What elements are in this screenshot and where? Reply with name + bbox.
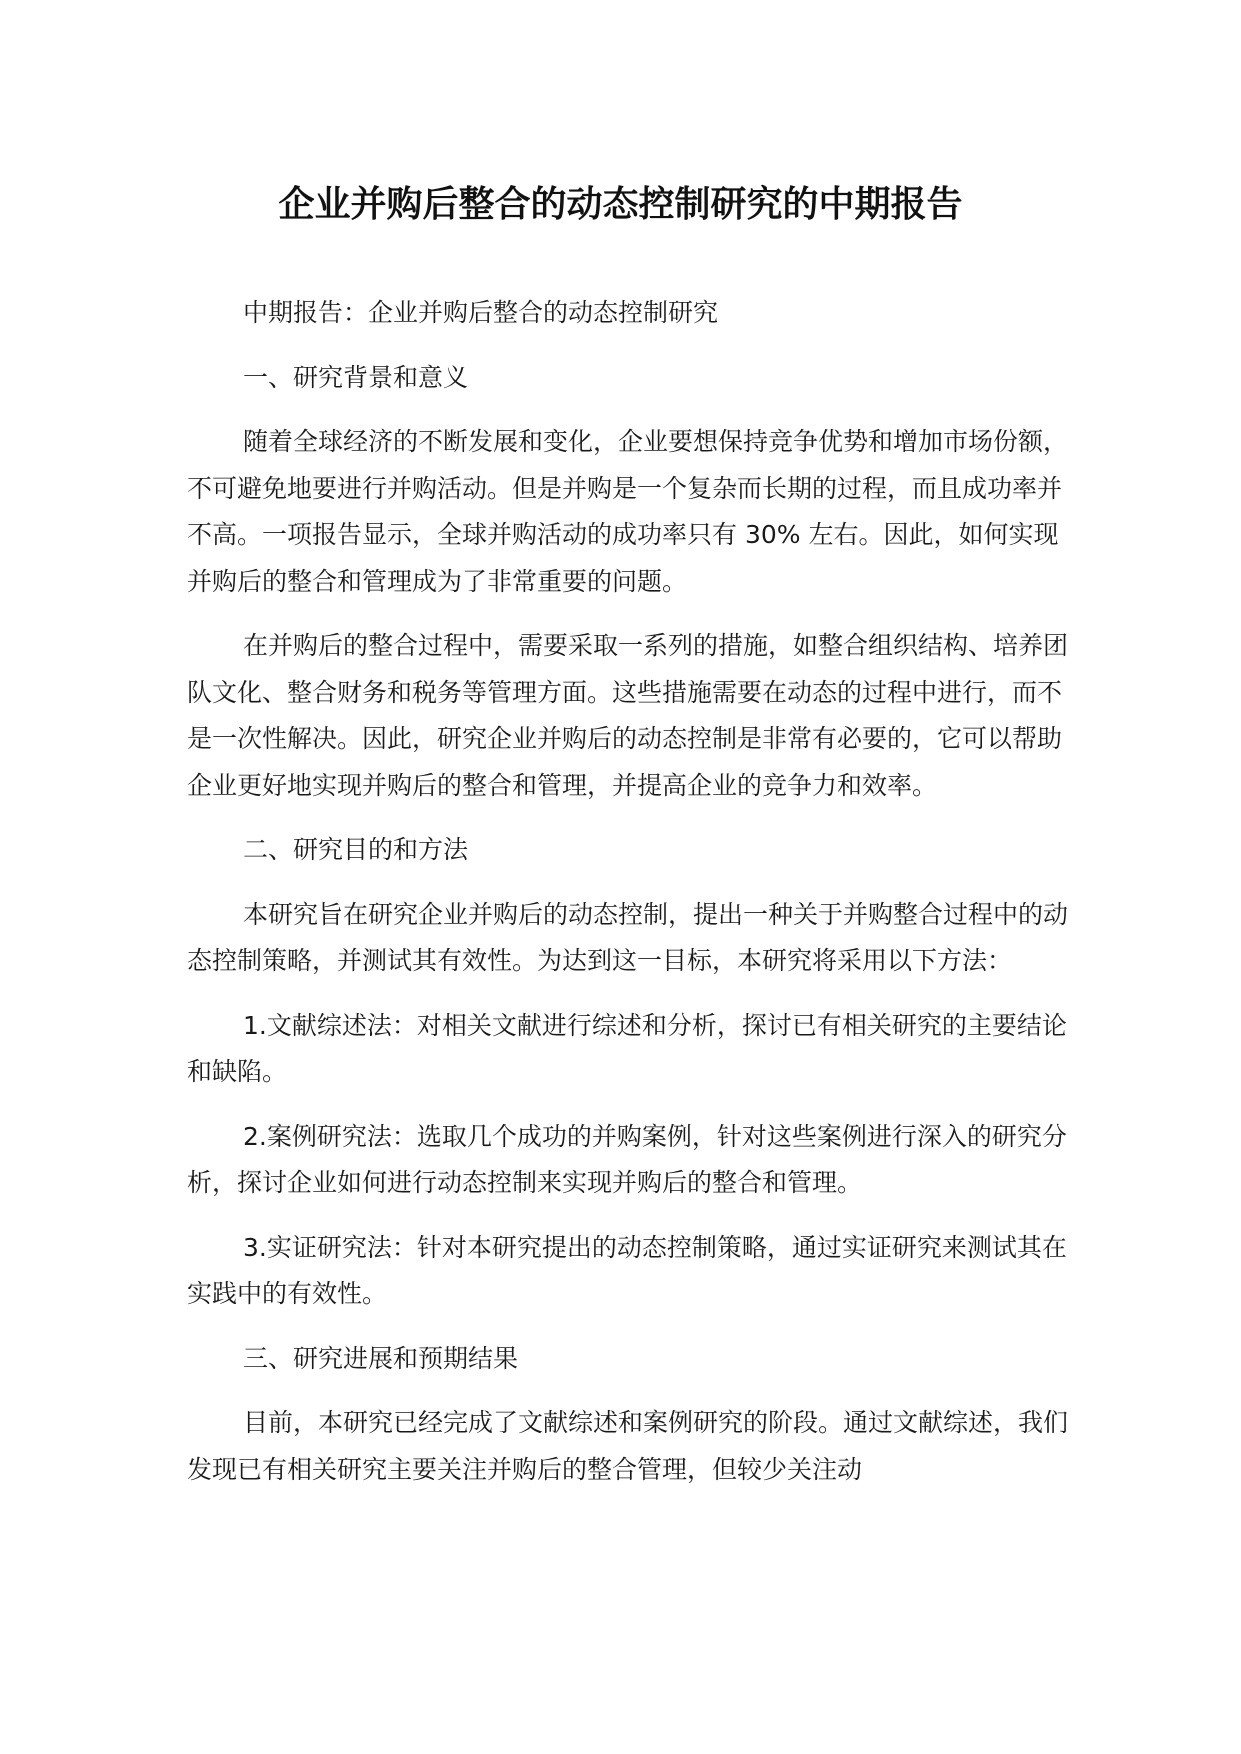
report-subtitle: 中期报告：企业并购后整合的动态控制研究 <box>243 298 719 327</box>
method-item-2: 2.案例研究法：选取几个成功的并购案例，针对这些案例进行深入的研究分析，探讨企业如何进行动态控制来实现并购后的整合和管理。 <box>187 1121 1067 1197</box>
paragraph-background: 随着全球经济的不断发展和变化，企业要想保持竞争优势和增加市场份额，不可避免地要进行并购活动。但是并购是一个复杂而长期的过程，而且成功率并不高。一项报告显示，全球并购活动的成功率只有 30% 左右。因此，如何实现并购后的整合和管理成为了非常重要的问题。 <box>187 427 1069 596</box>
paragraph-integration: 在并购后的整合过程中，需要采取一系列的措施，如整合组织结构、培养团队文化、整合财务和税务等管理方面。这些措施需要在动态的过程中进行，而不是一次性解决。因此，研究企业并购后的动态控制是非常有必要的，它可以帮助企业更好地实现并购后的整合和管理，并提高企业的竞争力和效率。 <box>187 631 1069 800</box>
method-item-1: 1.文献综述法：对相关文献进行综述和分析，探讨已有相关研究的主要结论和缺陷。 <box>187 1010 1067 1086</box>
document-body <box>187 290 1077 1511</box>
section-heading-1: 一、研究背景和意义 <box>243 362 469 392</box>
paragraph-purpose: 本研究旨在研究企业并购后的动态控制，提出一种关于并购整合过程中的动态控制策略，并测试其有效性。为达到这一目标，本研究将采用以下方法： <box>187 899 1069 975</box>
section-heading-2: 二、研究目的和方法 <box>243 835 469 864</box>
section-heading-3: 三、研究进展和预期结果 <box>243 1343 519 1373</box>
paragraph-progress: 目前，本研究已经完成了文献综述和案例研究的阶段。通过文献综述，我们发现已有相关研究主要关注并购后的整合管理，但较少关注动 <box>187 1408 1069 1484</box>
method-item-3: 3.实证研究法：针对本研究提出的动态控制策略，通过实证研究来测试其在实践中的有效性。 <box>187 1232 1067 1308</box>
document-title: 企业并购后整合的动态控制研究的中期报告 <box>278 184 963 225</box>
